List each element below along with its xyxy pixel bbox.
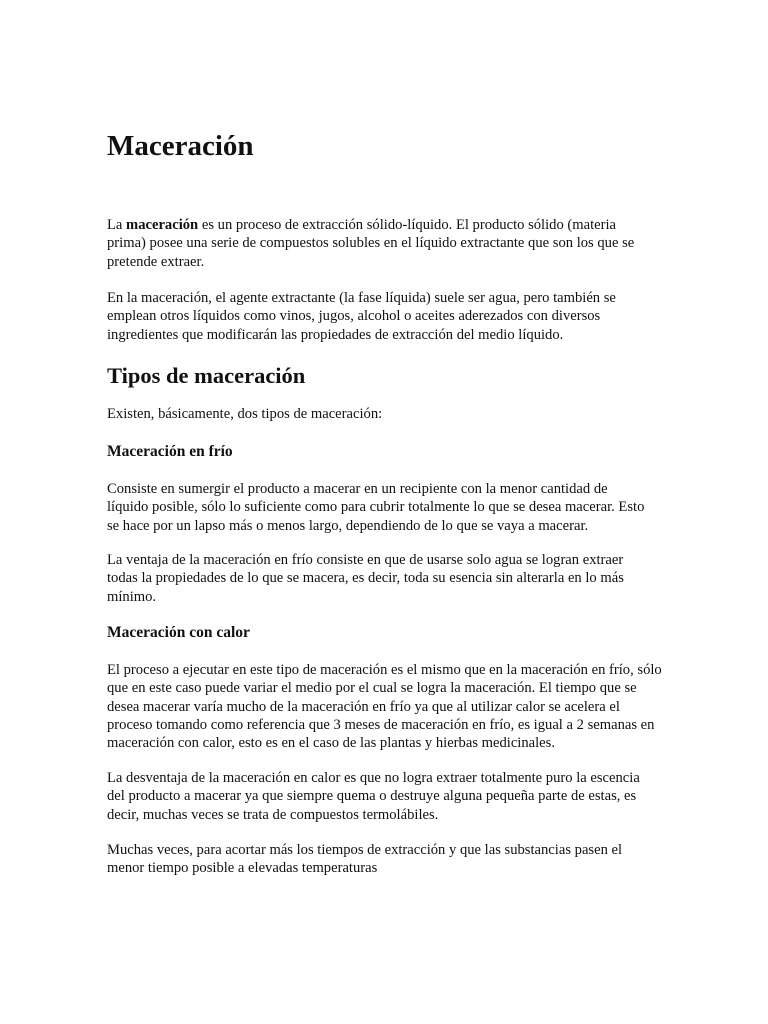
heat-paragraph-3: Muchas veces, para acortar más los tiempos de extracción y que las substancias pasen el menor tiempo posible a elevadas temperaturas xyxy=(107,842,623,877)
subheading-cold: Maceración en frío xyxy=(107,443,233,460)
intro-lead: La xyxy=(107,217,127,233)
intro-paragraph xyxy=(107,216,652,271)
agent-paragraph: En la maceración, el agente extractante (la fase líquida) suele ser agua, pero también se emplean otros líquidos como vinos, jugos, alcohol o aceites aderezados con diversos ingredientes que modificarán las propiedades de extracción del medio líquido. xyxy=(107,290,616,343)
types-intro-paragraph: Existen, básicamente, dos tipos de maceración: xyxy=(107,406,383,422)
section-heading-types: Tipos de maceración xyxy=(107,363,306,388)
heat-paragraph-1: El proceso a ejecutar en este tipo de maceración es el mismo que en la maceración en frío, sólo que en este caso puede variar el medio por el cual se logra la maceración. El tiempo que se desea macerar varía mucho de la maceración en frío ya que al utilizar calor se acelera el proceso tomando como referencia que 3 meses de maceración en frío, es igual a 2 semanas en maceración con calor, esto es en el caso de las plantas y hierbas medicinales. xyxy=(107,662,662,752)
page-title: Maceración xyxy=(107,130,254,162)
intro-bold-term: maceración xyxy=(126,217,199,233)
cold-paragraph-2: La ventaja de la maceración en frío consiste en que de usarse solo agua se logran extraer todas la propiedades de lo que se macera, es decir, toda su esencia sin alterarla en lo más mínimo. xyxy=(107,552,624,605)
intro-rest: es un proceso de extracción sólido-líquido. El producto sólido (materia prima) posee una serie de compuestos solubles en el líquido extractante que son los que se pretende extraer. xyxy=(107,217,635,270)
subheading-heat: Maceración con calor xyxy=(107,624,250,641)
cold-paragraph-1: Consiste en sumergir el producto a macerar en un recipiente con la menor cantidad de líquido posible, sólo lo suficiente como para cubrir totalmente lo que se desea macerar. Esto se hace por un lapso más o menos largo, dependiendo de lo que se vaya a macerar. xyxy=(107,481,645,534)
heat-paragraph-2: La desventaja de la maceración en calor es que no logra extraer totalmente puro la escencia del producto a macerar ya que siempre quema o destruye alguna pequeña parte de estas, es decir, muchas veces se trata de compuestos termolábiles. xyxy=(107,770,640,823)
